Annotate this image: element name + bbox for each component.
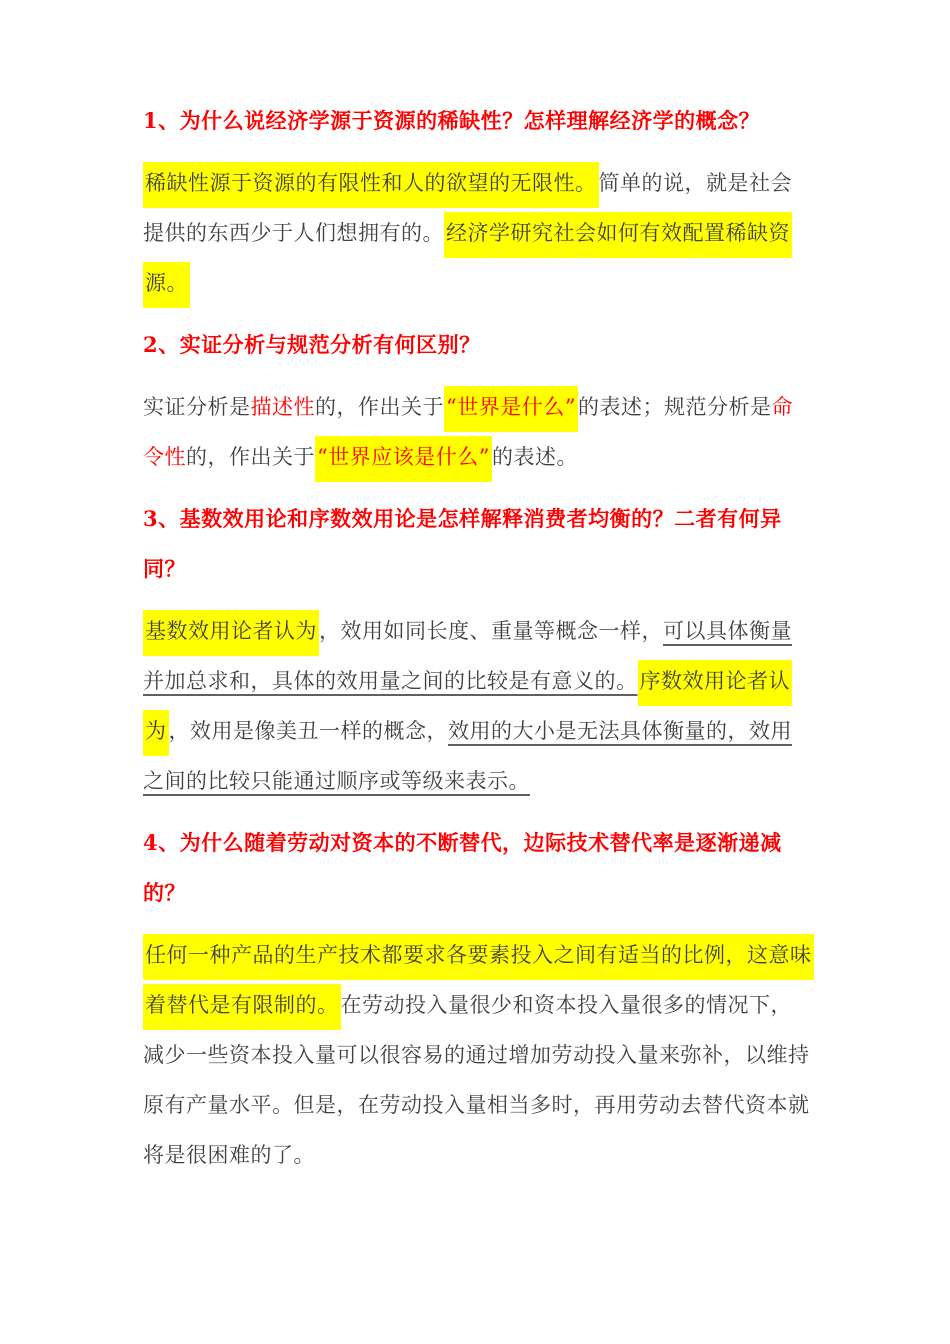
- answer-3-highlight-1: 基数效用论者认为: [143, 610, 319, 656]
- answer-4: [143, 930, 813, 1180]
- answer-1-text-1: 简单的说，就是社会提供的东西少于人们想拥有的。: [143, 171, 792, 245]
- answer-2-text-1: 实证分析是: [143, 395, 251, 419]
- answer-3: [143, 606, 813, 806]
- answer-2-text-5: 的表述。: [491, 445, 578, 469]
- answer-3-text-1: ，效用如同长度、重量等概念一样，: [319, 619, 663, 643]
- answer-4-text-1: 在劳动投入量很少和资本投入量很多的情况下，减少一些资本投入量可以很容易的通过增加劳动投入量来弥补，以维持原有产量水平。但是，在劳动投入量相当多时，再用劳动去替代资本就将是很困难的了。: [143, 993, 810, 1167]
- answer-1-highlight-1: 稀缺性源于资源的有限性和人的欲望的无限性。: [143, 162, 599, 208]
- answer-2-text-2: 的，作出关于: [315, 395, 444, 419]
- answer-2-text-4: 的，作出关于: [186, 445, 315, 469]
- question-3-title: 3、基数效用论和序数效用论是怎样解释消费者均衡的？二者有何异同？: [143, 506, 782, 581]
- document-page: [143, 96, 813, 1180]
- answer-3-underline-1: 可以具体衡量并加总求和，具体的效用量之间的比较是有意义的。: [143, 619, 792, 693]
- answer-1: [143, 158, 813, 308]
- question-1-title: 1、为什么说经济学源于资源的稀缺性？怎样理解经济学的概念？: [143, 108, 761, 133]
- answer-3-text-2: ，效用是像美丑一样的概念，: [168, 719, 448, 743]
- question-2-title: 2、实证分析与规范分析有何区别？: [143, 332, 481, 357]
- answer-2: [143, 382, 813, 482]
- answer-2-red-2: 命令性: [143, 395, 793, 469]
- answer-3-underline-2: 效用的大小是无法具体衡量的，效用之间的比较只能通过顺序或等级来表示。: [143, 719, 792, 793]
- answer-1-highlight-2: 经济学研究社会如何有效配置稀缺资源。: [143, 212, 792, 308]
- answer-2-highlight-2: “世界应该是什么”: [315, 436, 492, 482]
- answer-4-highlight-1: 任何一种产品的生产技术都要求各要素投入之间有适当的比例，这意味着替代是有限制的。: [143, 934, 814, 1030]
- answer-2-red-1: 描述性: [250, 395, 315, 419]
- question-4-title: 4、为什么随着劳动对资本的不断替代，边际技术替代率是逐渐递减的？: [143, 830, 782, 905]
- answer-3-highlight-2: 序数效用论者认为: [143, 660, 792, 756]
- answer-2-text-3: 的表述；规范分析是: [577, 395, 772, 419]
- answer-2-highlight-1: “世界是什么”: [444, 386, 578, 432]
